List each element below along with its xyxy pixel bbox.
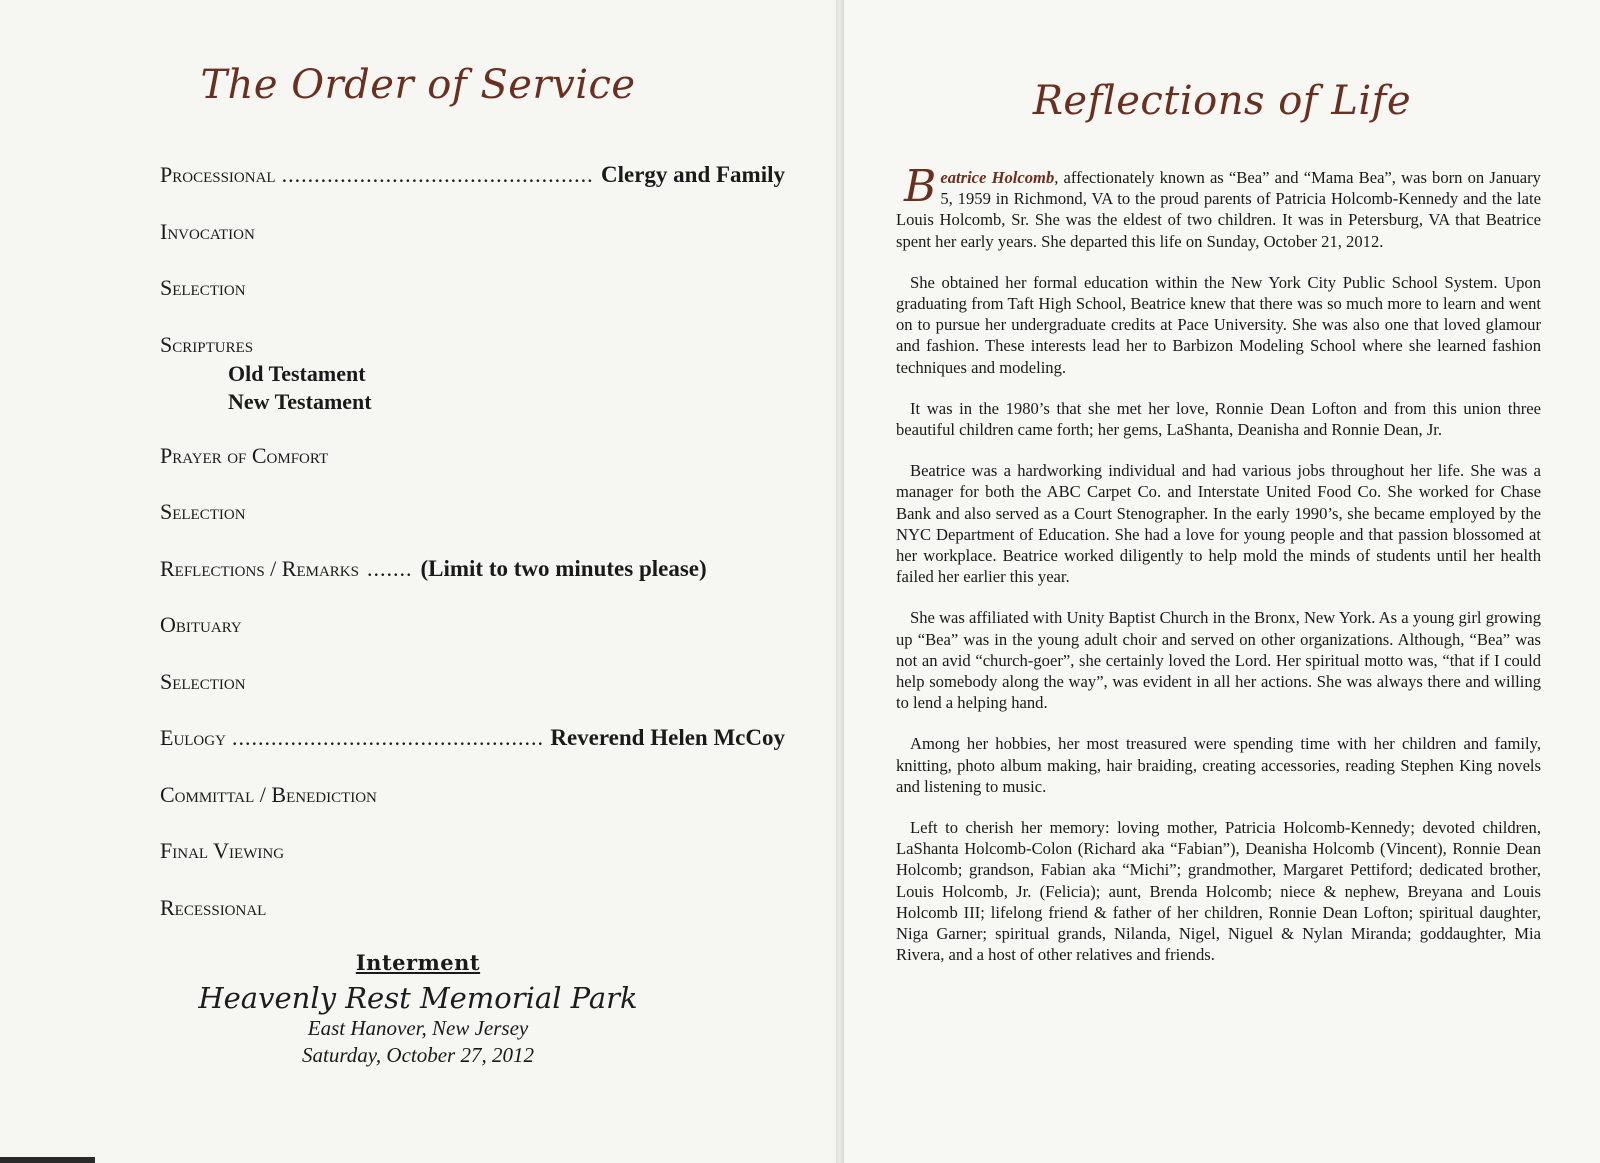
reflections-title: Reflections of Life [1032,78,1412,124]
bio-paragraph: Beatrice was a hardworking individual and had various jobs throughout her life. She was a manager for both the ABC Carpet Co. and Interstate United Food Co. She worked for Chase Bank and also served as a Court Stenographer. In the early 1990’s, she became employed by the NYC Department of Education. She had a love for young people and that passion blossomed at her workplace. Beatrice worked diligently to help mold the minds of students until her health failed her earlier this year. [896,461,1541,587]
bio-paragraph: It was in the 1980’s that she met her love, Ronnie Dean Lofton and from this union three beautiful children came forth; her gems, LaShanta, Deanisha and Ronnie Dean, Jr. [896,398,1541,440]
program-item-recessional: Recessional [160,894,267,920]
interment-block [0,950,836,1069]
program-item-scriptures: Scriptures Old Testament New Testament [160,330,785,441]
interment-location: East Hanover, New Jersey [307,1016,529,1040]
page-fold [836,0,844,1163]
bio-paragraph: She obtained her formal education within the New York City Public School System. Upon graduating from Taft High School, Beatrice knew that there was so much more to learn and went on to pursue her undergraduate credits at Pace University. She was also one that loved glamour and fashion. These interests lead her to Barbizon Modeling School where she learned fashion techniques and modeling. [896,272,1541,377]
program-item-processional: Processional ..... Clergy and Family [160,160,785,217]
deceased-name: eatrice Holcomb [940,168,1055,187]
leader-dots [232,723,544,753]
program-item-selection: Selection [160,275,246,300]
program-item-final-viewing: Final Viewing [160,838,285,863]
order-of-service-title: The Order of Service [200,62,636,108]
program-item-eulogy: Eulogy ..... Reverend Helen McCoy [160,723,785,780]
program-item-invocation: Invocation [160,218,255,244]
program-item-committal-benediction: Committal / Benediction [160,781,377,807]
program-item-obituary: Obituary [160,612,242,637]
reflections-of-life-page [844,0,1600,1163]
program-item-reflections-remarks: Reflections / Remarks ....... (Limit to two minutes please) [160,554,785,611]
bio-paragraph: Left to cherish her memory: loving mother, Patricia Holcomb-Kennedy; devoted children, LaShanta Holcomb-Colon (Richard aka “Fabian”), Deanisha Holcomb (Vincent), Ronnie Dean Holcomb; grandson, Fabian aka “Michi”; grandmother, Margaret Pettiford; dedicated brother, Louis Holcomb, Jr. (Felicia); aunt, Brenda Holcomb; niece & nephew, Breyana and Louis Holcomb III; lifelong friend & father of her children, Ronnie Dean Lofton; spiritual daughter, Niga Garner; spiritual grands, Nilanda, Nigel, Niguel & Nylan Miranda; goddaughter, Mia Rivera, and a host of other relatives and friends. [896,818,1541,965]
bio-paragraph: Among her hobbies, her most treasured were spending time with her children and family, knitting, photo album making, hair braiding, creating accessories, reading Stephen King novels and listening to music. [896,734,1541,796]
scripture-new-testament: New Testament [228,388,372,414]
scan-edge-shadow [0,1157,95,1163]
interment-heading: Interment [355,950,481,975]
bio-paragraph: Beatrice Holcomb, affectionately known as “Bea” and “Mama Bea”, was born on January 5, 1959 in Richmond, VA to the proud parents of Patricia Holcomb-Kennedy and the late Louis Holcomb, Sr. She was the eldest of two children. It was in Petersburg, VA that Beatrice spent her early years. She departed this life on Sunday, October 21, 2012. [896,161,1541,251]
interment-date: Saturday, October 27, 2012 [302,1043,534,1067]
drop-cap-letter: B [904,161,937,212]
leader-dots [367,554,413,584]
program-item-selection: Selection [160,499,246,524]
obituary-text [896,161,1541,986]
scripture-old-testament: Old Testament [228,360,366,386]
program-item-selection: Selection [160,668,246,694]
cemetery-name: Heavenly Rest Memorial Park [198,981,638,1015]
program-item-prayer-of-comfort: Prayer of Comfort [160,442,329,468]
leader-dots [282,160,595,190]
bio-paragraph: She was affiliated with Unity Baptist Church in the Bronx, New York. As a young girl growing up “Bea” was in the young adult choir and served on other organizations. Although, “Bea” was not an avid “church-goer”, she certainly loved the Lord. Her spiritual motto was, “that if I could help somebody along the way”, was evident in all her actions. She was always there and willing to lend a helping hand. [896,608,1541,713]
program-list [160,160,785,949]
